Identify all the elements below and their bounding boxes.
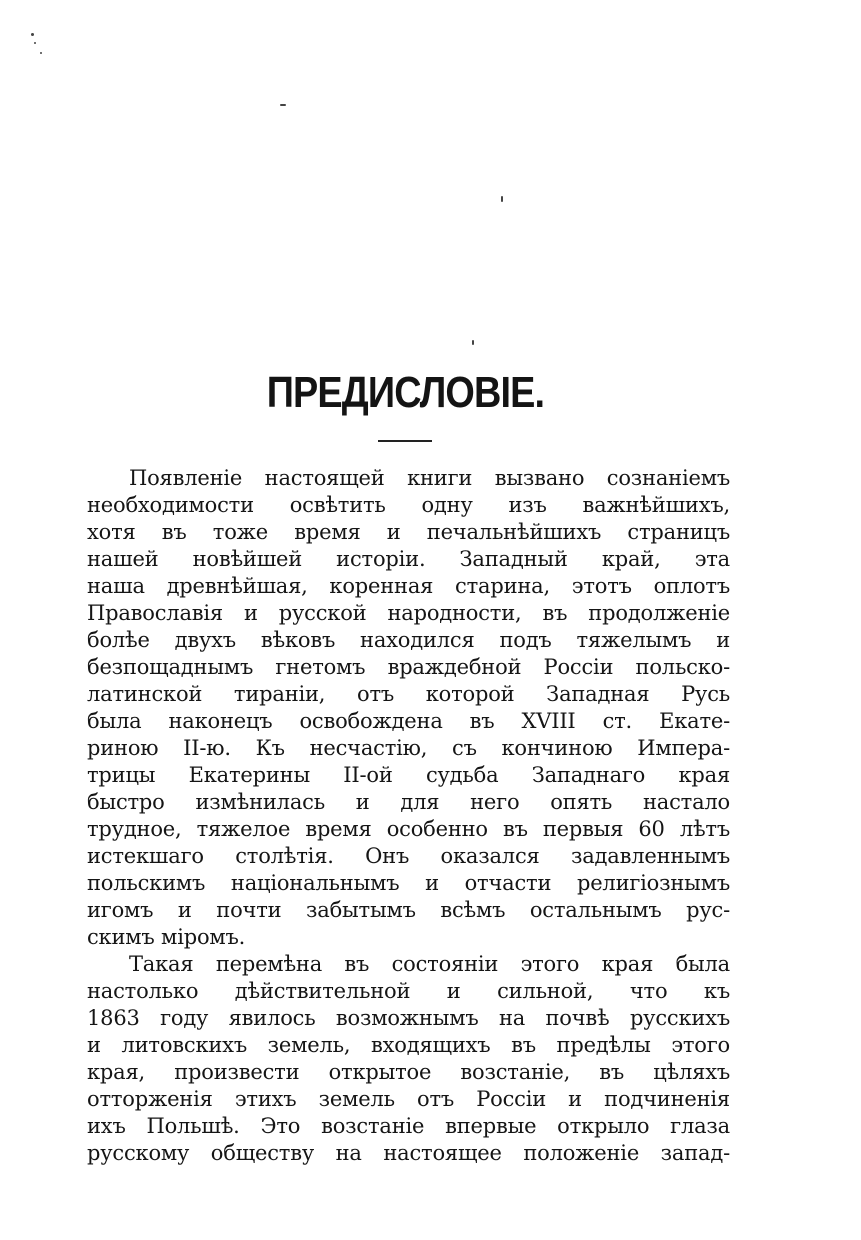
text-line: безпощаднымъ гнетомъ враждебной Россіи польско- (87, 655, 730, 679)
text-line: настолько дѣйствительной и сильной, что къ (87, 979, 730, 1003)
page-title: ПРЕДИСЛОВІЕ. (266, 368, 545, 417)
text-line: трудное, тяжелое время особенно въ первыя 60 лѣтъ (87, 817, 730, 841)
text-line: ихъ Польшѣ. Это возстаніе впервые открыло глаза (87, 1114, 730, 1138)
text-line: была наконецъ освобождена въ XVIII ст. Екате- (87, 709, 730, 733)
text-line: края, произвести открытое возстаніе, въ цѣляхъ (87, 1060, 730, 1084)
body-text (87, 465, 730, 1167)
text-line: Такая перемѣна въ состояніи этого края была (129, 952, 730, 976)
text-line: игомъ и почти забытымъ всѣмъ остальнымъ рус- (87, 898, 730, 922)
text-line: отторженія этихъ земель отъ Россіи и подчиненія (87, 1087, 730, 1111)
paragraph (87, 951, 730, 1167)
title-rule (378, 440, 432, 442)
text-line: риною II-ю. Къ несчастію, съ кончиною Импера- (87, 736, 730, 760)
text-line: трицы Екатерины II-ой судьба Западнаго края (87, 763, 730, 787)
scan-speck (501, 196, 503, 202)
text-line: и литовскихъ земель, входящихъ въ предѣлы этого (87, 1033, 730, 1057)
text-line: нашей новѣйшей исторіи. Западный край, эта (87, 547, 730, 571)
scan-speck (31, 33, 34, 36)
text-line: наша древнѣйшая, коренная старина, этотъ оплотъ (87, 574, 730, 598)
scan-speck (34, 42, 36, 44)
text-line: русскому обществу на настоящее положеніе запад- (87, 1141, 730, 1165)
text-line: скимъ міромъ. (87, 925, 246, 949)
scan-speck (40, 52, 42, 54)
text-line: истекшаго столѣтія. Онъ оказался задавленнымъ (87, 844, 730, 868)
text-line: 1863 году явилось возможнымъ на почвѣ русскихъ (87, 1006, 730, 1030)
text-line: польскимъ національнымъ и отчасти религіознымъ (87, 871, 730, 895)
text-line: Появленіе настоящей книги вызвано сознаніемъ (129, 466, 730, 490)
text-line: болѣе двухъ вѣковъ находился подъ тяжелымъ и (87, 628, 730, 652)
text-line: латинской тираніи, отъ которой Западная Русь (87, 682, 730, 706)
paragraph (87, 465, 730, 951)
scan-speck (280, 104, 286, 106)
text-line: хотя въ тоже время и печальнѣйшихъ страницъ (87, 520, 730, 544)
text-line: необходимости освѣтить одну изъ важнѣйшихъ, (87, 493, 730, 517)
text-line: быстро измѣнилась и для него опять настало (87, 790, 730, 814)
text-line: Православія и русской народности, въ продолженіе (87, 601, 730, 625)
scan-speck (472, 340, 474, 345)
